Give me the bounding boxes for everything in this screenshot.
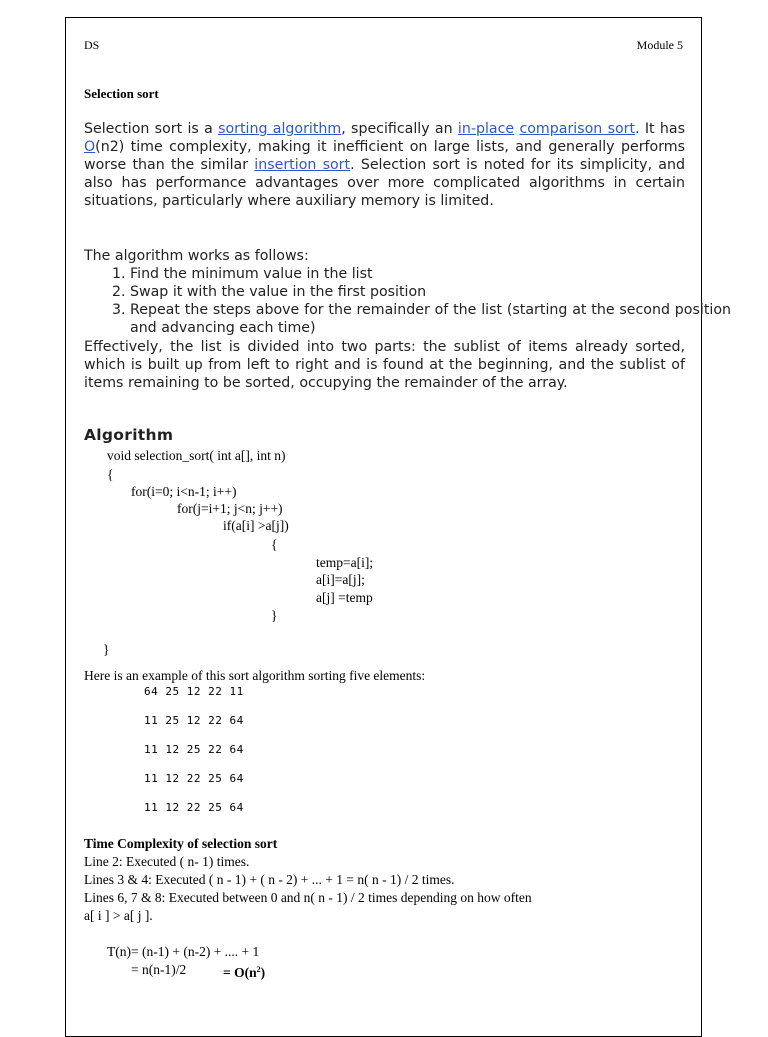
code-line: } [103,642,110,657]
example-row: 11 12 22 25 64 [144,801,244,814]
works-intro: The algorithm works as follows: [84,248,309,264]
link-big-o[interactable]: O [84,139,96,155]
effectively-paragraph: Effectively, the list is divided into two parts: the sublist of items already sorted, which is built up from left to right and is found at the beginning, and the sublist of items remaining to be sorted, occupying the remainder of the array. [84,339,685,391]
formula-result [223,961,265,982]
code-line: for(j=i+1; j<n; j++) [177,501,283,516]
complexity-line: Line 2: Executed ( n- 1) times. [84,854,250,869]
formula-line: = n(n-1)/2 [131,962,187,977]
intro-text: (n2) time complexity, making it inefficient on large lists, and generally performs worse than the similar [84,139,685,173]
code-line: if(a[i] >a[j]) [223,518,289,533]
complexity-line: a[ i ] > a[ j ]. [84,908,153,923]
link-insertion-sort[interactable]: insertion sort [254,157,351,173]
list-item: 3. Repeat the steps above for the remainder of the list (starting at the second position and advancing each time) [130,301,731,337]
intro-paragraph [84,120,685,210]
link-in-place[interactable]: in-place [457,121,515,137]
formula-exponent: 2 [256,965,261,974]
formula-line: T(n)= (n-1) + (n-2) + .... + 1 [107,944,260,959]
intro-text: . It has [635,121,685,137]
header-left: DS [84,38,100,52]
example-row: 11 25 12 22 64 [144,714,244,727]
intro-text: Selection sort is a [84,121,219,137]
link-sorting-algorithm[interactable]: sorting algorithm [218,121,342,137]
intro-text: , specifically an [341,121,458,137]
example-intro: Here is an example of this sort algorithm sorting five elements: [84,668,426,683]
code-line: { [107,467,114,482]
header-right: Module 5 [636,38,683,52]
example-row: 11 12 25 22 64 [144,743,244,756]
list-item: 2. Swap it with the value in the first position [130,283,731,301]
section-title: Selection sort [84,86,159,101]
code-line: a[i]=a[j]; [316,572,365,587]
formula-result-text: = O(n [223,965,257,980]
code-line: temp=a[i]; [316,555,374,570]
complexity-line: Lines 3 & 4: Executed ( n - 1) + ( n - 2) + ... + 1 = n( n - 1) / 2 times. [84,872,455,887]
link-comparison-sort[interactable]: comparison sort [519,121,636,137]
complexity-line: Lines 6, 7 & 8: Executed between 0 and n( n - 1) / 2 times depending on how often [84,890,532,905]
code-line: } [271,608,278,623]
complexity-title: Time Complexity of selection sort [84,836,278,851]
steps-list [84,265,731,337]
example-row: 64 25 12 22 11 [144,685,244,698]
document-page [65,17,731,1037]
code-line: a[j] =temp [316,590,373,605]
example-row: 11 12 22 25 64 [144,772,244,785]
algorithm-heading: Algorithm [84,426,174,444]
intro-text: . Selection sort is noted for its simplicity, and also has performance advantages over more complicated algorithms in certain situations, particularly where auxiliary memory is limited. [84,157,686,209]
code-line: { [271,537,278,552]
formula-result-close: ) [260,965,266,980]
code-line: for(i=0; i<n-1; i++) [131,484,237,499]
list-item: 1. Find the minimum value in the list [130,265,731,283]
code-line: void selection_sort( int a[], int n) [107,448,286,463]
